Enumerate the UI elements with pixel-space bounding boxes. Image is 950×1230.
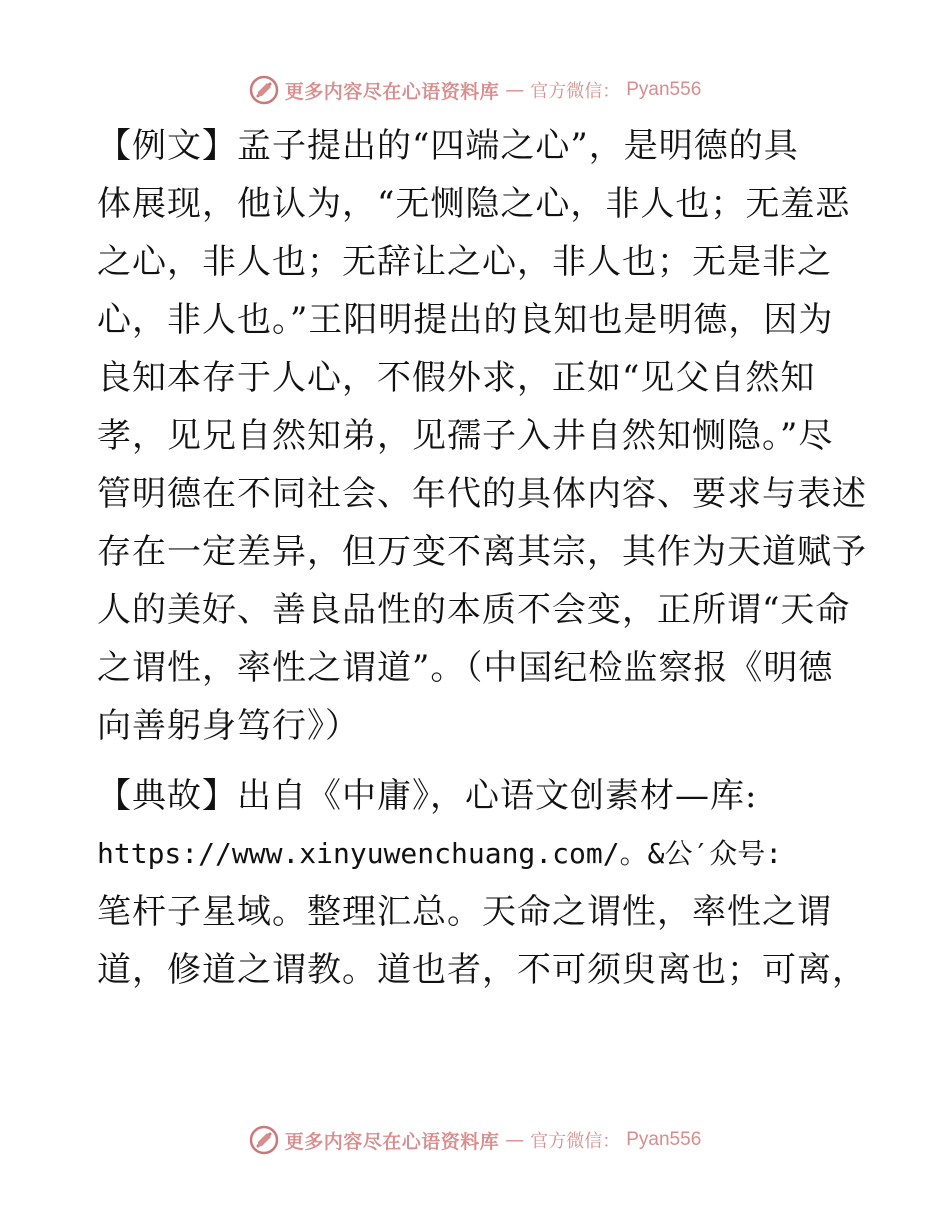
- text-line: 良知本存于人心，不假外求，正如“见父自然知: [97, 358, 816, 398]
- footer-wechat-id: Pyan556: [626, 1129, 702, 1150]
- brand-logo-icon: [249, 1125, 279, 1155]
- header-brand-text: 更多内容尽在心语资料库: [284, 80, 500, 103]
- footer-brand-text: 更多内容尽在心语资料库: [284, 1130, 500, 1153]
- text-line: 【典故】出自《中庸》，心语文创素材—库:: [97, 776, 758, 816]
- header-official-label: 官方微信：: [530, 81, 621, 102]
- header-wechat-id: Pyan556: [626, 79, 702, 100]
- text-line: 道，修道之谓教。道也者，不可须臾离也；可离，: [97, 950, 867, 990]
- text-line: 之心，非人也；无辞让之心，非人也；无是非之: [97, 242, 832, 282]
- footer-official-label: 官方微信：: [530, 1131, 621, 1152]
- header-separator: —: [505, 79, 525, 101]
- url-line: https://www.xinyuwenchuang.com/。&公′众号:: [97, 837, 783, 870]
- document-body: [97, 117, 867, 999]
- text-line: 存在一定差异，但万变不离其宗，其作为天道赋予: [97, 532, 867, 572]
- example-paragraph: [97, 117, 867, 755]
- allusion-paragraph: [97, 767, 867, 999]
- text-line: 管明德在不同社会、年代的具体内容、要求与表述: [97, 474, 867, 514]
- paragraph-gap: [97, 755, 857, 767]
- footer-separator: —: [505, 1129, 525, 1151]
- text-line: 人的美好、善良品性的本质不会变，正所谓“天命: [97, 590, 851, 630]
- footer-watermark: [0, 1120, 950, 1160]
- text-line: 【例文】孟子提出的“四端之心”，是明德的具: [97, 126, 799, 166]
- text-line: 之谓性，率性之谓道”。（中国纪检监察报《明德: [97, 648, 834, 688]
- text-line: 心，非人也。”王阳明提出的良知也是明德，因为: [97, 300, 834, 340]
- text-line: 笔杆子星域。整理汇总。天命之谓性，率性之谓: [97, 892, 832, 932]
- text-line: 孝，见兄自然知弟，见孺子入井自然知恻隐。”尽: [97, 416, 834, 456]
- text-line: 向善躬身笃行》）: [97, 706, 360, 746]
- header-watermark: [0, 70, 950, 110]
- text-line: 体展现，他认为，“无恻隐之心，非人也；无羞恶: [97, 184, 851, 224]
- brand-logo-icon: [249, 75, 279, 105]
